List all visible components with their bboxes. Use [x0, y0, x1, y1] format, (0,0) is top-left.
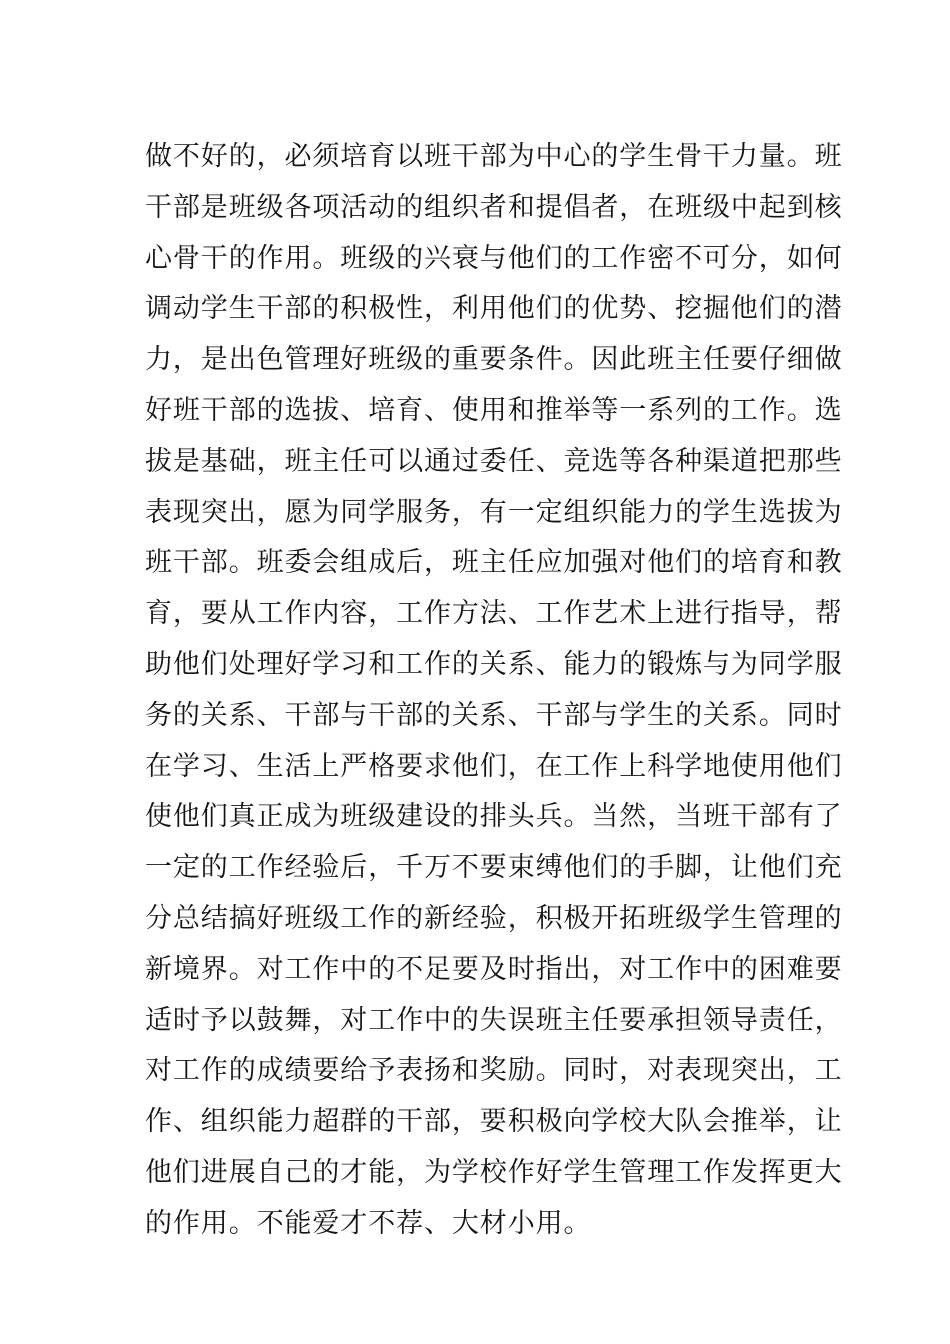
text-line: 做不好的，必须培育以班干部为中心的学生骨干力量。班	[145, 141, 843, 172]
text-line: 力，是出色管理好班级的重要条件。因此班主任要仔细做	[145, 344, 843, 376]
body-paragraph	[145, 132, 843, 1250]
text-line: 心骨干的作用。班级的兴衰与他们的工作密不可分，如何	[145, 242, 843, 274]
text-line: 作、组织能力超群的干部，要积极向学校大队会推举，让	[145, 1106, 843, 1138]
text-line: 分总结搞好班级工作的新经验，积极开拓班级学生管理的	[145, 902, 843, 934]
text-line: 他们进展自己的才能，为学校作好学生管理工作发挥更大	[145, 1156, 843, 1188]
text-line: 表现突出，愿为同学服务，有一定组织能力的学生选拔为	[145, 496, 843, 528]
text-line: 助他们处理好学习和工作的关系、能力的锻炼与为同学服	[145, 648, 843, 680]
text-line: 适时予以鼓舞，对工作中的失误班主任要承担领导责任，	[145, 1004, 843, 1036]
text-line: 务的关系、干部与干部的关系、干部与学生的关系。同时	[145, 699, 843, 731]
text-line: 使他们真正成为班级建设的排头兵。当然，当班干部有了	[145, 801, 843, 833]
text-line: 一定的工作经验后，千万不要束缚他们的手脚，让他们充	[145, 852, 843, 884]
text-line: 调动学生干部的积极性，利用他们的优势、挖掘他们的潜	[145, 293, 843, 325]
text-line: 干部是班级各项活动的组织者和提倡者，在班级中起到核	[145, 191, 843, 223]
text-line: 育，要从工作内容，工作方法、工作艺术上进行指导，帮	[145, 598, 843, 630]
text-line: 在学习、生活上严格要求他们，在工作上科学地使用他们	[145, 750, 843, 782]
text-line: 好班干部的选拔、培育、使用和推举等一系列的工作。选	[145, 394, 843, 426]
text-line: 新境界。对工作中的不足要及时指出，对工作中的困难要	[145, 953, 843, 985]
text-line: 的作用。不能爱才不荐、大材小用。	[145, 1207, 592, 1239]
text-line: 对工作的成绩要给予表扬和奖励。同时，对表现突出，工	[145, 1055, 843, 1087]
text-line: 班干部。班委会组成后，班主任应加强对他们的培育和教	[145, 547, 843, 579]
text-line: 拔是基础，班主任可以通过委任、竞选等各种渠道把那些	[145, 445, 843, 477]
